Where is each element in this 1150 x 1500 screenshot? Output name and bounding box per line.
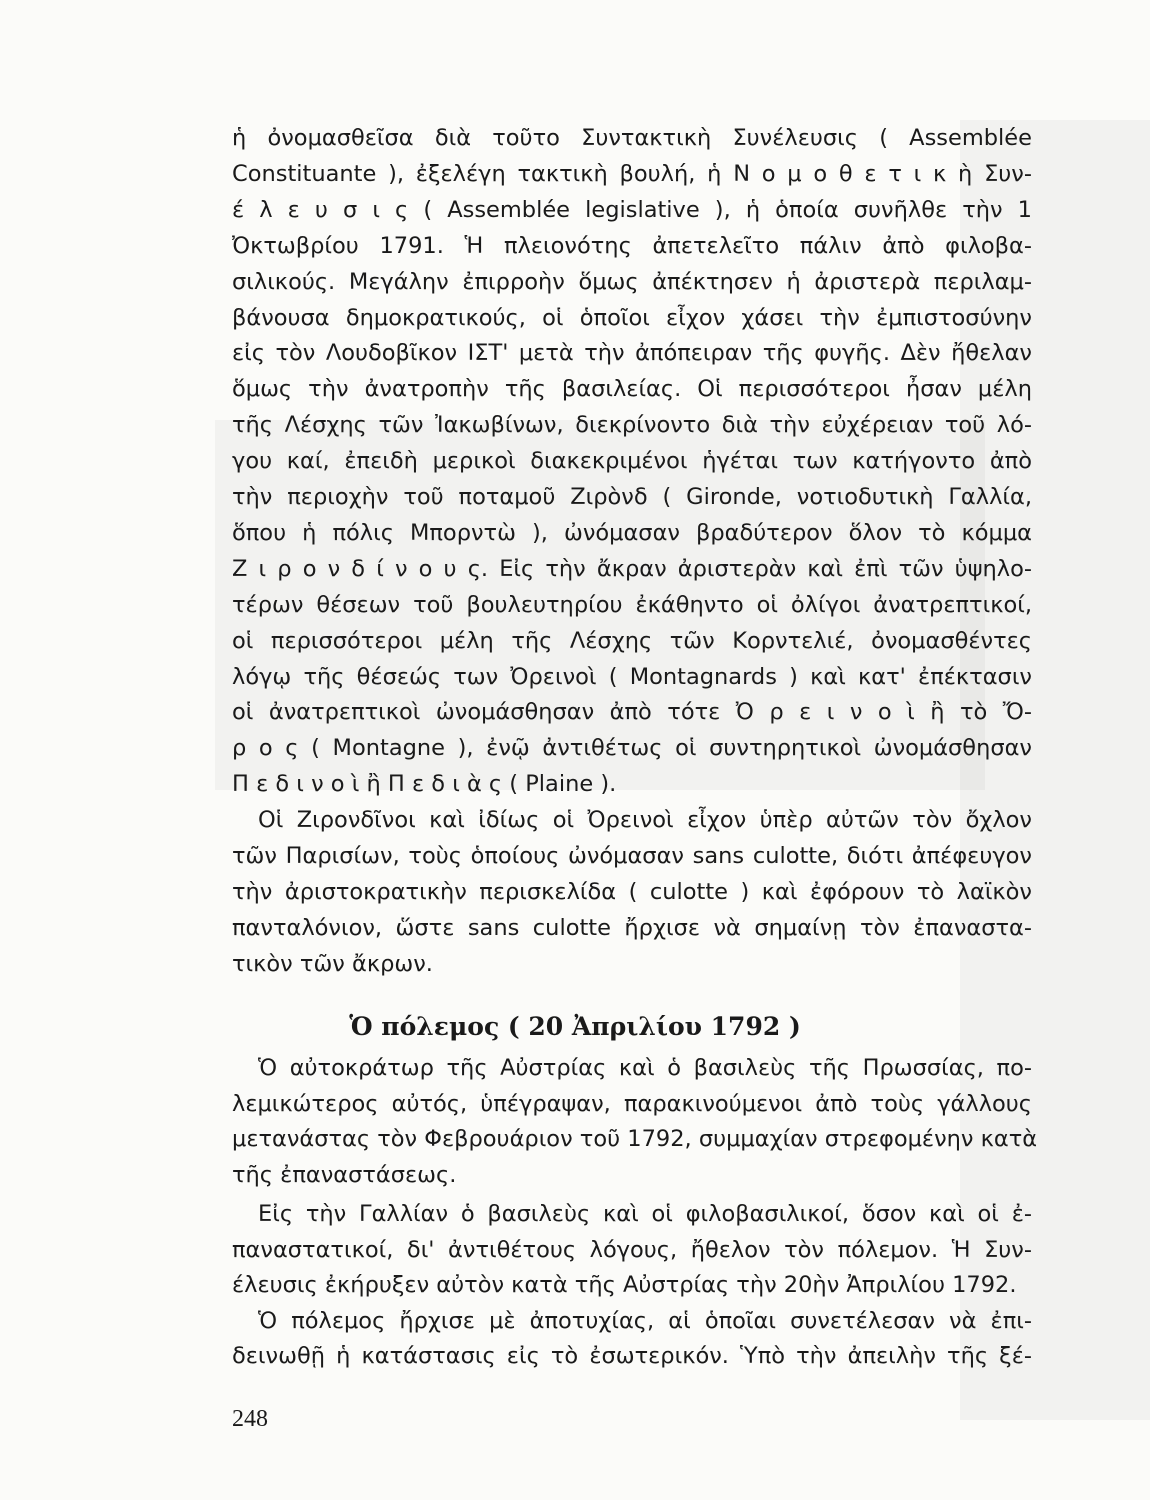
text-line: ρ ο ς ( Montagne ), ἐνῷ ἀντιθέτως οἱ συντηρητικοὶ ὠνομάσθησαν bbox=[232, 735, 1032, 762]
text-line: Ζ ι ρ ο ν δ ί ν ο υ ς. Εἰς τὴν ἄκραν ἀριστερὰν καὶ ἐπὶ τῶν ὑψηλο- bbox=[232, 555, 1032, 582]
text-line: έλευσις ἐκήρυξεν αὐτὸν κατὰ τῆς Αὐστρίας τὴν 20ὴν Ἀπριλίου 1792. bbox=[232, 1272, 1017, 1298]
page-number: 248 bbox=[232, 1406, 268, 1432]
text-line: εἰς τὸν Λουδοβῖκον ΙΣΤ' μετὰ τὴν ἀπόπειραν τῆς φυγῆς. Δὲν ἤθελαν bbox=[232, 340, 1032, 367]
text-line: Ὀκτωβρίου 1791. Ἡ πλειονότης ἀπετελεῖτο πάλιν ἀπὸ φιλοβα- bbox=[232, 232, 1032, 259]
text-line: λόγῳ τῆς θέσεώς των Ὀρεινοὶ ( Montagnards ) καὶ κατ' ἐπέκτασιν bbox=[232, 663, 1032, 690]
text-line: Constituante ), ἐξελέγη τακτικὴ βουλή, ἡ Ν ο μ ο θ ε τ ι κ ὴ Συν- bbox=[232, 160, 1032, 187]
text-line: οἱ περισσότεροι μέλη τῆς Λέσχης τῶν Κορντελιέ, ὀνομασθέντες bbox=[232, 627, 1032, 654]
text-line: ἡ ὀνομασθεῖσα διὰ τοῦτο Συντακτικὴ Συνέλευσις ( Assemblée bbox=[232, 125, 1032, 151]
text-line: τέρων θέσεων τοῦ βουλευτηρίου ἐκάθηντο οἱ ὀλίγοι ἀνατρεπτικοί, bbox=[232, 591, 1032, 618]
text-line: τὴν ἀριστοκρατικὴν περισκελίδα ( culotte ) καὶ ἐφόρουν τὸ λαϊκὸν bbox=[232, 878, 1032, 905]
text-line: Ὁ πόλεμος ἤρχισε μὲ ἀποτυχίας, αἱ ὁποῖαι συνετέλεσαν νὰ ἐπι- bbox=[258, 1307, 1032, 1334]
section-heading: Ὁ πόλεμος ( 20 Ἀπριλίου 1792 ) bbox=[349, 1012, 801, 1041]
text-line: τῆς Λέσχης τῶν Ἰακωβίνων, διεκρίνοντο διὰ τὴν εὐχέρειαν τοῦ λό- bbox=[232, 412, 1032, 439]
text-line: σιλικούς. Μεγάλην ἐπιρροὴν ὅμως ἀπέκτησεν ἡ ἀριστερὰ περιλαμ- bbox=[232, 268, 1032, 295]
text-line: τικὸν τῶν ἄκρων. bbox=[232, 950, 433, 977]
text-line: Π ε δ ι ν ο ὶ ἢ Π ε δ ι ὰ ς ( Plaine ). bbox=[232, 771, 617, 798]
text-line: ὅμως τὴν ἀνατροπὴν τῆς βασιλείας. Οἱ περισσότεροι ἦσαν μέλη bbox=[232, 376, 1032, 403]
text-line: Οἱ Ζιρονδῖνοι καὶ ἰδίως οἱ Ὀρεινοὶ εἶχον ὑπὲρ αὐτῶν τὸν ὄχλον bbox=[258, 807, 1032, 834]
text-line: μετανάστας τὸν Φεβρουάριον τοῦ 1792, συμμαχίαν στρεφομένην κατὰ bbox=[232, 1126, 1038, 1152]
text-line: δεινωθῇ ἡ κατάστασις εἰς τὸ ἐσωτερικόν. Ὑπὸ τὴν ἀπειλὴν τῆς ξέ- bbox=[232, 1343, 1032, 1369]
text-line: παναστατικοί, δι' ἀντιθέτους λόγους, ἤθελον τὸν πόλεμον. Ἡ Συν- bbox=[232, 1236, 1032, 1263]
text-line: τῶν Παρισίων, τοὺς ὁποίους ὠνόμασαν sans culotte, διότι ἀπέφευγον bbox=[232, 843, 1032, 869]
text-line: τῆς ἐπαναστάσεως. bbox=[232, 1161, 457, 1188]
text-line: γου καί, ἐπειδὴ μερικοὶ διακεκριμένοι ἡγέται των κατήγοντο ἀπὸ bbox=[232, 448, 1032, 475]
text-line: οἱ ἀνατρεπτικοὶ ὠνομάσθησαν ἀπὸ τότε Ὀ ρ ε ι ν ο ὶ ἢ τὸ Ὄ- bbox=[232, 699, 1032, 726]
text-line: τὴν περιοχὴν τοῦ ποταμοῦ Ζιρὸνδ ( Gironde, νοτιοδυτικὴ Γαλλία, bbox=[232, 484, 1032, 510]
text-line: ὅπου ἡ πόλις Μπορντὼ ), ὠνόμασαν βραδύτερον ὅλον τὸ κόμμα bbox=[232, 519, 1032, 546]
text-line: Εἰς τὴν Γαλλίαν ὁ βασιλεὺς καὶ οἱ φιλοβασιλικοί, ὅσον καὶ οἱ ἐ- bbox=[258, 1201, 1032, 1227]
text-line: Ὁ αὐτοκράτωρ τῆς Αὐστρίας καὶ ὁ βασιλεὺς τῆς Πρωσσίας, πο- bbox=[258, 1055, 1032, 1081]
text-line: πανταλόνιον, ὥστε sans culotte ἤρχισε νὰ σημαίνῃ τὸν ἐπαναστα- bbox=[232, 914, 1032, 941]
text-line: βάνουσα δημοκρατικούς, οἱ ὁποῖοι εἶχον χάσει τὴν ἐμπιστοσύνην bbox=[232, 304, 1032, 331]
text-line: λεμικώτερος αὐτός, ὑπέγραψαν, παρακινούμενοι ἀπὸ τοὺς γάλλους bbox=[232, 1090, 1032, 1117]
text-line: έ λ ε υ σ ι ς ( Assemblée legislative ), ἡ ὁποία συνῆλθε τὴν 1 bbox=[232, 196, 1032, 223]
